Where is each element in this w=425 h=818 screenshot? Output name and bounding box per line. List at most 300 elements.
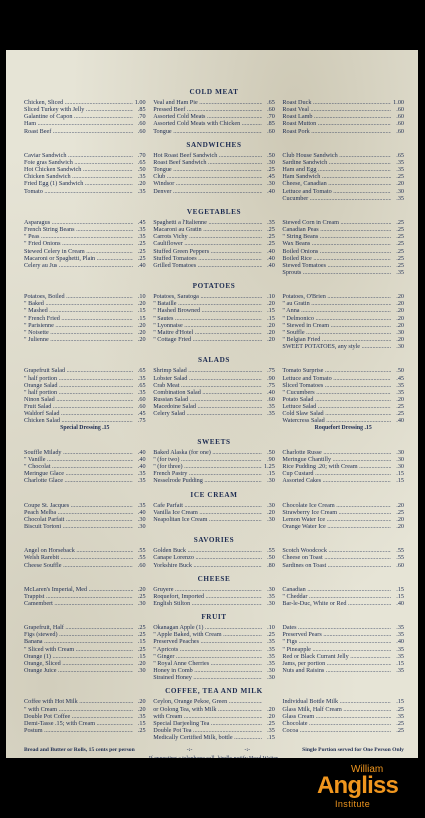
menu-item-price: .40 — [137, 455, 146, 463]
menu-item-price: .60 — [137, 120, 146, 128]
menu-item-price: .35 — [396, 712, 404, 720]
menu-item-name: Cheese Souffle ..... — [24, 562, 133, 569]
menu-item-price: .10 — [267, 624, 275, 632]
menu-item-price: .20 — [396, 501, 404, 509]
menu-item-name: Chocolat Parfait ..... — [24, 516, 133, 523]
menu-item — [282, 523, 404, 530]
menu-item-name: Foie gras Sandwich ..... — [24, 159, 133, 166]
menu-item-price: .35 — [396, 381, 404, 389]
menu-item-name: McLaren's Imperial, Med ..... — [24, 586, 133, 593]
menu-item-name: Celery au Jus ..... — [24, 262, 133, 269]
menu-item — [24, 219, 146, 226]
menu-item — [153, 188, 275, 195]
menu-item-price: .15 — [137, 652, 146, 660]
menu-item-price: .30 — [396, 187, 404, 195]
menu-item — [24, 240, 146, 247]
menu-item-price: .20 — [396, 314, 404, 322]
menu-item — [153, 219, 275, 226]
menu-item-name: or Oolong Tea, with Milk ..... — [153, 706, 262, 713]
menu-item-price: .35 — [396, 645, 404, 653]
menu-item — [24, 502, 146, 509]
menu-item — [282, 226, 404, 233]
menu-item-price: .25 — [396, 254, 404, 262]
menu-item-name: " Chocolat ..... — [24, 463, 133, 470]
menu-item-name: Assorted Cold Meats with Chicken ..... — [153, 120, 262, 127]
menu-item-name: SWEET POTATOES, any style ..... — [282, 343, 391, 350]
menu-item-name: Stewed Tomatoes ..... — [282, 262, 391, 269]
menu-column — [282, 698, 404, 741]
menu-item-name: " Cottage Fried ..... — [153, 336, 262, 343]
menu-item — [24, 562, 146, 569]
menu-item — [282, 322, 404, 329]
menu-column — [153, 293, 275, 350]
footer-separator: -:- — [186, 747, 193, 754]
menu-item-name: Veal and Ham Pie ..... — [153, 99, 262, 106]
menu-item-name: Potatoes, Boiled ..... — [24, 293, 133, 300]
menu-item-price: .35 — [137, 233, 146, 241]
menu-item-price: .70 — [267, 113, 275, 121]
section-columns — [24, 547, 404, 568]
dressing-note: Roquefort Dressing .15 — [314, 424, 372, 431]
menu-item-name: Strained Honey ..... — [153, 674, 262, 681]
menu-item-price: .20 — [396, 396, 404, 403]
menu-item-name: " Anna ..... — [282, 307, 391, 314]
menu-item — [153, 586, 275, 593]
menu-item — [24, 706, 146, 713]
menu-item-price: .25 — [396, 173, 404, 181]
menu-item-name: Club House Sandwich ..... — [282, 152, 391, 159]
menu-item-name: Chocolate Ice Cream ..... — [282, 502, 391, 509]
dressing-note: Special Dressing .15 — [60, 424, 110, 431]
menu-item-name: Spaghetti a l'Italienne ..... — [153, 219, 262, 226]
menu-item-price: .25 — [267, 233, 275, 241]
menu-item — [282, 638, 404, 645]
menu-item-price: .25 — [137, 727, 146, 734]
menu-column — [282, 547, 404, 568]
menu-item-name: " Stewed in Cream ..... — [282, 322, 391, 329]
menu-item-name: Cup Custard ..... — [282, 470, 391, 477]
menu-item-name: Assorted Cold Meats ..... — [153, 113, 262, 120]
menu-item — [24, 586, 146, 593]
menu-item — [282, 233, 404, 240]
menu-item-price: .50 — [267, 554, 275, 562]
menu-item-price: .20 — [396, 336, 404, 344]
menu-item-name: " au Gratin ..... — [282, 300, 391, 307]
menu-item-name: Potato Salad ..... — [282, 396, 391, 403]
menu-item — [153, 329, 275, 336]
menu-column — [153, 367, 275, 424]
menu-item-price: .30 — [396, 343, 404, 351]
menu-item — [282, 667, 404, 674]
logo-bottom-text: Institute — [335, 799, 371, 809]
menu-item — [24, 396, 146, 403]
menu-item — [282, 293, 404, 300]
menu-item-price: .35 — [137, 187, 146, 195]
menu-item — [153, 463, 275, 470]
menu-item — [153, 547, 275, 554]
menu-item-name: Boiled Onions ..... — [282, 248, 391, 255]
menu-item-price: .65 — [396, 151, 404, 159]
menu-item-name: Tongue ..... — [153, 128, 262, 135]
menu-item-price: .35 — [137, 712, 146, 720]
menu-item-name: Lettuce and Tomato ..... — [282, 375, 391, 382]
menu-column — [153, 449, 275, 485]
menu-item-name: French String Beans ..... — [24, 226, 133, 233]
menu-item-price: .20 — [137, 180, 146, 188]
menu-item-name: Glass Cream ..... — [282, 713, 391, 720]
menu-item-name: Figs (stewed) ..... — [24, 631, 133, 638]
menu-item — [153, 128, 275, 135]
menu-item — [282, 99, 404, 106]
menu-item-price: .20 — [396, 515, 404, 523]
menu-item — [282, 477, 404, 484]
menu-item — [282, 120, 404, 127]
menu-item — [282, 262, 404, 269]
menu-item — [282, 646, 404, 653]
menu-item — [153, 631, 275, 638]
menu-item — [282, 593, 404, 600]
menu-item — [282, 713, 404, 720]
menu-item-price: .30 — [396, 455, 404, 463]
menu-item — [24, 516, 146, 523]
menu-item-price: .25 — [396, 705, 404, 713]
menu-item-name: Sardine Sandwich ..... — [282, 159, 391, 166]
menu-item — [282, 173, 404, 180]
menu-item-price: .25 — [267, 719, 275, 727]
menu-item-name: Crab Meat ..... — [153, 382, 262, 389]
menu-item-name: " Mashed ..... — [24, 307, 133, 314]
menu-item — [153, 720, 275, 727]
menu-item-name: Cocoa ..... — [282, 727, 391, 734]
menu-item-price: .20 — [267, 321, 275, 329]
section-columns — [24, 293, 404, 350]
menu-item-name: " Noisette ..... — [24, 329, 133, 336]
menu-item — [153, 734, 275, 741]
menu-item-name: Tomato Surprise ..... — [282, 367, 391, 374]
menu-item-price: .15 — [396, 585, 404, 593]
menu-item-name: Sliced Turkey with Jelly ..... — [24, 106, 133, 113]
menu-item — [24, 329, 146, 336]
menu-column — [24, 698, 146, 741]
menu-item — [24, 600, 146, 607]
menu-column — [282, 449, 404, 485]
menu-item — [24, 128, 146, 135]
menu-column — [153, 547, 275, 568]
menu-column — [24, 502, 146, 531]
menu-item-price: .25 — [396, 403, 404, 411]
menu-item-price: .35 — [137, 477, 146, 485]
menu-item — [153, 674, 275, 681]
menu-item — [24, 456, 146, 463]
menu-item-name: Orange (1) ..... — [24, 653, 133, 660]
menu-item — [24, 226, 146, 233]
menu-item-name: " Peas ..... — [24, 233, 133, 240]
menu-item-name: Banana ..... — [24, 638, 133, 645]
menu-item — [24, 713, 146, 720]
menu-item — [282, 188, 404, 195]
menu-item-name: Glass Milk, Half Cream ..... — [282, 706, 391, 713]
menu-item-name: Preserved Pears ..... — [282, 631, 391, 638]
menu-item-price: .20 — [396, 321, 404, 329]
menu-item-name: Ceylon, Orange Pekoe, Green ..... — [153, 698, 262, 705]
menu-item-name: Golden Buck ..... — [153, 547, 262, 554]
menu-item-name: Stewed Celery in Cream ..... — [24, 248, 133, 255]
menu-item — [24, 449, 146, 456]
menu-item-price: .60 — [396, 106, 404, 114]
menu-item-name: " Sautes ..... — [153, 315, 262, 322]
menu-item — [24, 389, 146, 396]
menu-item-name: Waldorf Salad ..... — [24, 410, 133, 417]
menu-item-price: .35 — [396, 166, 404, 174]
menu-item — [24, 152, 146, 159]
menu-item — [153, 477, 275, 484]
menu-item-name: " Baked ..... — [24, 300, 133, 307]
menu-item-name: Sardines on Toast ..... — [282, 562, 391, 569]
menu-item-name: Potatoes, Saratoga ..... — [153, 293, 262, 300]
menu-item-name: Biscuit Tortoni ..... — [24, 523, 133, 530]
menu-item-price: .20 — [137, 705, 146, 713]
menu-item-name: Chicken Sandwich ..... — [24, 173, 133, 180]
menu-item-price: .55 — [267, 547, 275, 555]
menu-item-name: " Pineapple ..... — [282, 646, 391, 653]
menu-item — [153, 113, 275, 120]
menu-item-name: Canadian ..... — [282, 586, 391, 593]
menu-item-price: 1.00 — [393, 99, 404, 106]
menu-item-name: " Hashed Browned ..... — [153, 307, 262, 314]
menu-item-name: Rice Pudding .20; with Cream ..... — [282, 463, 391, 470]
footer-separator-2: -:- — [244, 747, 251, 754]
menu-item-price: .65 — [137, 367, 146, 375]
menu-column — [282, 502, 404, 531]
section-title: SALADS — [198, 356, 230, 365]
menu-item-name: Windsor ..... — [153, 180, 262, 187]
menu-column — [153, 219, 275, 276]
menu-item-name: Combination Salad ..... — [153, 389, 262, 396]
menu-item-name: Asparagus ..... — [24, 219, 133, 226]
menu-item-price: .25 — [267, 166, 275, 174]
section-notes — [24, 425, 404, 432]
menu-item-name: Cucumber ..... — [282, 195, 391, 202]
menu-item-price: .20 — [137, 328, 146, 336]
menu-item-price: .35 — [396, 652, 404, 660]
menu-item-price: .40 — [396, 417, 404, 425]
menu-item-price: .50 — [267, 151, 275, 159]
menu-item — [282, 449, 404, 456]
menu-item-name: Grapefruit, Half ..... — [24, 624, 133, 631]
section-title: CHEESE — [197, 574, 231, 583]
menu-item-name: " Cucumbers ..... — [282, 389, 391, 396]
menu-item — [24, 631, 146, 638]
menu-item — [24, 120, 146, 127]
menu-item-price: .60 — [137, 403, 146, 411]
menu-item-price: .35 — [396, 194, 404, 202]
menu-item-name: " Lyonnaise ..... — [153, 322, 262, 329]
menu-item-name: Stuffed Green Peppers ..... — [153, 248, 262, 255]
menu-item-price: .60 — [396, 561, 404, 569]
menu-item-price: .35 — [267, 727, 275, 734]
menu-item-price: .25 — [396, 240, 404, 248]
menu-item-name: Jams, per portion ..... — [282, 660, 391, 667]
menu-item-name: Souffle Milady ..... — [24, 449, 133, 456]
menu-item — [153, 516, 275, 523]
menu-item-name: Lettuce Salad ..... — [282, 403, 391, 410]
menu-item-price: .45 — [137, 410, 146, 418]
menu-item — [282, 180, 404, 187]
menu-item — [282, 375, 404, 382]
menu-item — [153, 410, 275, 417]
menu-item — [153, 713, 275, 720]
menu-item — [24, 106, 146, 113]
menu-item-price: .25 — [396, 233, 404, 241]
menu-column — [24, 293, 146, 350]
menu-item-price: .35 — [396, 667, 404, 675]
menu-item-name: Dates ..... — [282, 624, 391, 631]
menu-item-name: " Apricots ..... — [153, 646, 262, 653]
menu-item — [282, 389, 404, 396]
menu-item-name: Grilled Tomatoes ..... — [153, 262, 262, 269]
menu-item-price: .30 — [267, 158, 275, 166]
menu-item-price: .60 — [137, 396, 146, 403]
menu-item-price: .10 — [267, 293, 275, 301]
menu-item — [153, 300, 275, 307]
menu-item — [153, 653, 275, 660]
menu-item-price: .60 — [267, 396, 275, 403]
menu-item-price: .30 — [267, 515, 275, 523]
menu-item-price: .55 — [137, 547, 146, 555]
menu-item — [24, 547, 146, 554]
menu-item-name: Neapolitan Ice Cream ..... — [153, 516, 262, 523]
section-title: SANDWICHES — [186, 140, 242, 149]
menu-item-name: Postum ..... — [24, 727, 133, 734]
menu-item-price: .35 — [137, 173, 146, 181]
menu-item-name: Galantine of Capon ..... — [24, 113, 133, 120]
menu-column — [153, 502, 275, 531]
menu-item-price: .55 — [137, 554, 146, 562]
menu-item — [282, 367, 404, 374]
menu-item-price: .30 — [396, 463, 404, 471]
menu-item-name: Welsh Rarebit ..... — [24, 554, 133, 561]
menu-item-price: .35 — [267, 638, 275, 646]
menu-item-name: Roast Lamb ..... — [282, 113, 391, 120]
menu-item — [24, 624, 146, 631]
menu-item-name: Hot Chicken Sandwich ..... — [24, 166, 133, 173]
menu-item-name: Medically Certified Milk, bottle ..... — [153, 734, 262, 741]
menu-item-price: .50 — [267, 448, 275, 456]
menu-item-price: .45 — [137, 218, 146, 226]
menu-item-name: Nesselrode Pudding ..... — [153, 477, 262, 484]
menu-item-name: Tomato ..... — [24, 188, 133, 195]
menu-item — [282, 509, 404, 516]
menu-item-price: .35 — [137, 470, 146, 478]
menu-item-price: .25 — [137, 592, 146, 600]
menu-item — [282, 562, 404, 569]
menu-item-price: .35 — [396, 624, 404, 632]
menu-item — [24, 293, 146, 300]
menu-item-name: Wax Beans ..... — [282, 240, 391, 247]
menu-item-name: " (for three) ..... — [153, 463, 262, 470]
menu-item-name: Camembert ..... — [24, 600, 133, 607]
menu-column — [24, 449, 146, 485]
menu-item — [24, 720, 146, 727]
menu-item-name: Orange, Sliced ..... — [24, 660, 133, 667]
menu-item-price: .40 — [267, 247, 275, 255]
menu-item — [153, 638, 275, 645]
menu-item-price: .25 — [137, 645, 146, 653]
menu-item-name: Ham Sandwich ..... — [282, 173, 391, 180]
menu-item — [153, 315, 275, 322]
menu-item-price: .40 — [267, 187, 275, 195]
menu-item-price: .25 — [137, 624, 146, 632]
menu-item-name: Strawberry Ice Cream ..... — [282, 509, 391, 516]
menu-item-name: Coupe St. Jacques ..... — [24, 502, 133, 509]
menu-item — [153, 470, 275, 477]
menu-item-price: 1.00 — [134, 99, 146, 106]
menu-item-name: Chicken Salad ..... — [24, 417, 133, 424]
menu-item-name: Roast Beef Sandwich ..... — [153, 159, 262, 166]
menu-item-price: .50 — [137, 166, 146, 174]
menu-item-price: .35 — [137, 501, 146, 509]
menu-item-price: .15 — [137, 719, 146, 727]
menu-column — [24, 99, 146, 135]
menu-item-price: .25 — [267, 631, 275, 639]
menu-item-name: Canape Lorenzo ..... — [153, 554, 262, 561]
menu-item-price: .15 — [137, 638, 146, 646]
menu-item-price: .60 — [396, 127, 404, 135]
menu-item-price: .20 — [267, 328, 275, 336]
menu-item-price: .60 — [137, 127, 146, 135]
menu-item-name: Roast Beef ..... — [24, 128, 133, 135]
menu-item-price: .15 — [137, 307, 146, 315]
menu-item-price: .15 — [137, 314, 146, 322]
menu-item-name: Shrimp Salad ..... — [153, 367, 262, 374]
menu-item-name: Celery Salad ..... — [153, 410, 262, 417]
menu-item-price: .20 — [137, 659, 146, 667]
menu-item-name: Club ..... — [153, 173, 262, 180]
menu-item-name: Lemon Water Ice ..... — [282, 516, 391, 523]
menu-item — [24, 173, 146, 180]
menu-item-price: .40 — [137, 448, 146, 456]
menu-item-price: .35 — [267, 652, 275, 660]
william-angliss-logo — [313, 762, 421, 812]
menu-item — [153, 667, 275, 674]
menu-item-price: .75 — [267, 381, 275, 389]
menu-item-price: .25 — [396, 261, 404, 269]
menu-item — [153, 554, 275, 561]
menu-item-name: Okanagan Apple (1) ..... — [153, 624, 262, 631]
menu-item — [24, 180, 146, 187]
menu-item — [24, 509, 146, 516]
menu-item-name: " Vanille ..... — [24, 456, 133, 463]
menu-item-price: .35 — [267, 410, 275, 418]
menu-item — [153, 99, 275, 106]
section-title: FRUIT — [201, 613, 227, 622]
menu-column — [153, 698, 275, 741]
menu-item-price: .20 — [137, 300, 146, 308]
menu-item-price: .30 — [267, 180, 275, 188]
menu-item — [153, 449, 275, 456]
menu-item — [24, 99, 146, 106]
menu-item-name: " Parisienne ..... — [24, 322, 133, 329]
menu-item-price: .35 — [267, 645, 275, 653]
menu-item-price: .65 — [137, 158, 146, 166]
menu-item-name: Vanilla Ice Cream ..... — [153, 509, 262, 516]
menu-item — [24, 523, 146, 530]
menu-item-name: Charlotte Glace ..... — [24, 477, 133, 484]
menu-item-name: Meringue Glace ..... — [24, 470, 133, 477]
menu-item-price: .90 — [267, 455, 275, 463]
menu-item — [24, 367, 146, 374]
menu-item-price: .30 — [137, 523, 146, 531]
